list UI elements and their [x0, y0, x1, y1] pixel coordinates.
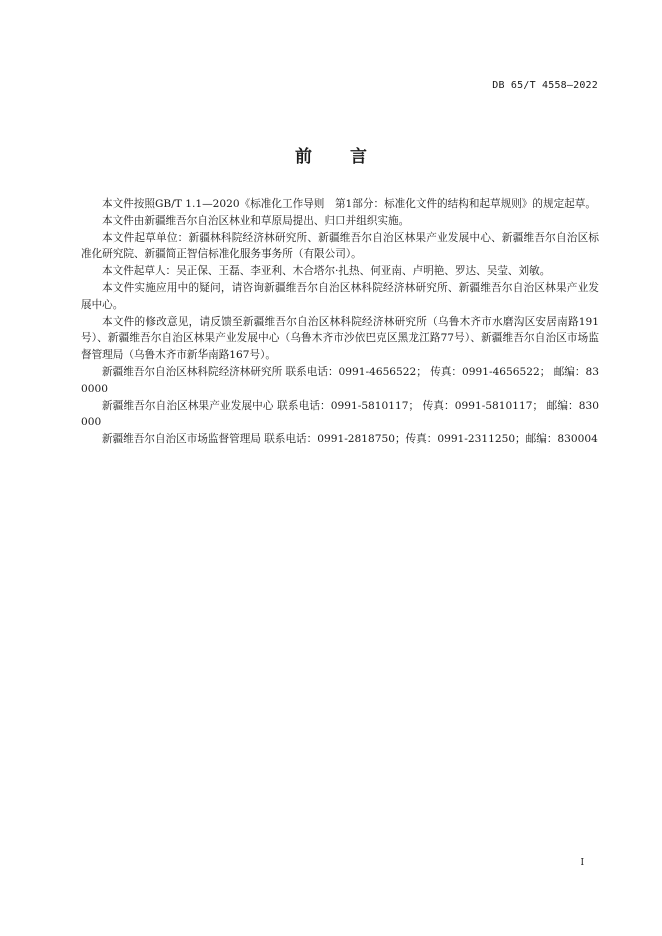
- paragraph-drafters: 本文件起草人：吴正保、王磊、李亚利、木合塔尔·扎热、何亚南、卢明艳、罗达、吴莹、刘敏。: [102, 265, 551, 278]
- paragraph-proposer: 本文件由新疆维吾尔自治区林业和草原局提出、归口并组织实施。: [102, 214, 410, 227]
- contact-fruit-industry-center: 新疆维吾尔自治区林果产业发展中心 联系电话：0991-5810117； 传真：0991-5810117； 邮编：830000: [81, 399, 599, 429]
- contact-forestry-institute: 新疆维吾尔自治区林科院经济林研究所 联系电话：0991-4656522； 传真：0991-4656522； 邮编：830000: [81, 365, 599, 395]
- title-char-2: 言: [350, 147, 367, 167]
- paragraph-inquiries: 本文件实施应用中的疑问，请咨询新疆维吾尔自治区林科院经济林研究所、新疆维吾尔自治区林果产业发展中心。: [81, 281, 599, 311]
- paragraph-drafting-units: 本文件起草单位：新疆林科院经济林研究所、新疆维吾尔自治区林果产业发展中心、新疆维吾尔自治区标准化研究院、新疆简正智信标准化服务事务所（有限公司）。: [81, 231, 599, 261]
- paragraph-feedback: 本文件的修改意见，请反馈至新疆维吾尔自治区林科院经济林研究所（乌鲁木齐市水磨沟区安居南路191号）、新疆维吾尔自治区林果产业发展中心（乌鲁木齐市沙依巴克区黑龙江路77号）、新疆维吾尔自治区市场监督管理局（乌鲁木齐市新华南路167号）。: [81, 315, 599, 362]
- title-char-1: 前: [295, 147, 312, 167]
- page-number: I: [580, 858, 584, 868]
- page-title: [0, 142, 662, 167]
- document-code: DB 65/T 4558—2022: [492, 80, 598, 91]
- foreword-body: [81, 196, 599, 448]
- contact-market-regulation-bureau: 新疆维吾尔自治区市场监督管理局 联系电话：0991-2818750；传真：0991-2311250；邮编：830004: [102, 433, 598, 446]
- paragraph-drafting-basis: 本文件按照GB/T 1.1—2020《标准化工作导则 第1部分：标准化文件的结构和起草规则》的规定起草。: [102, 198, 596, 210]
